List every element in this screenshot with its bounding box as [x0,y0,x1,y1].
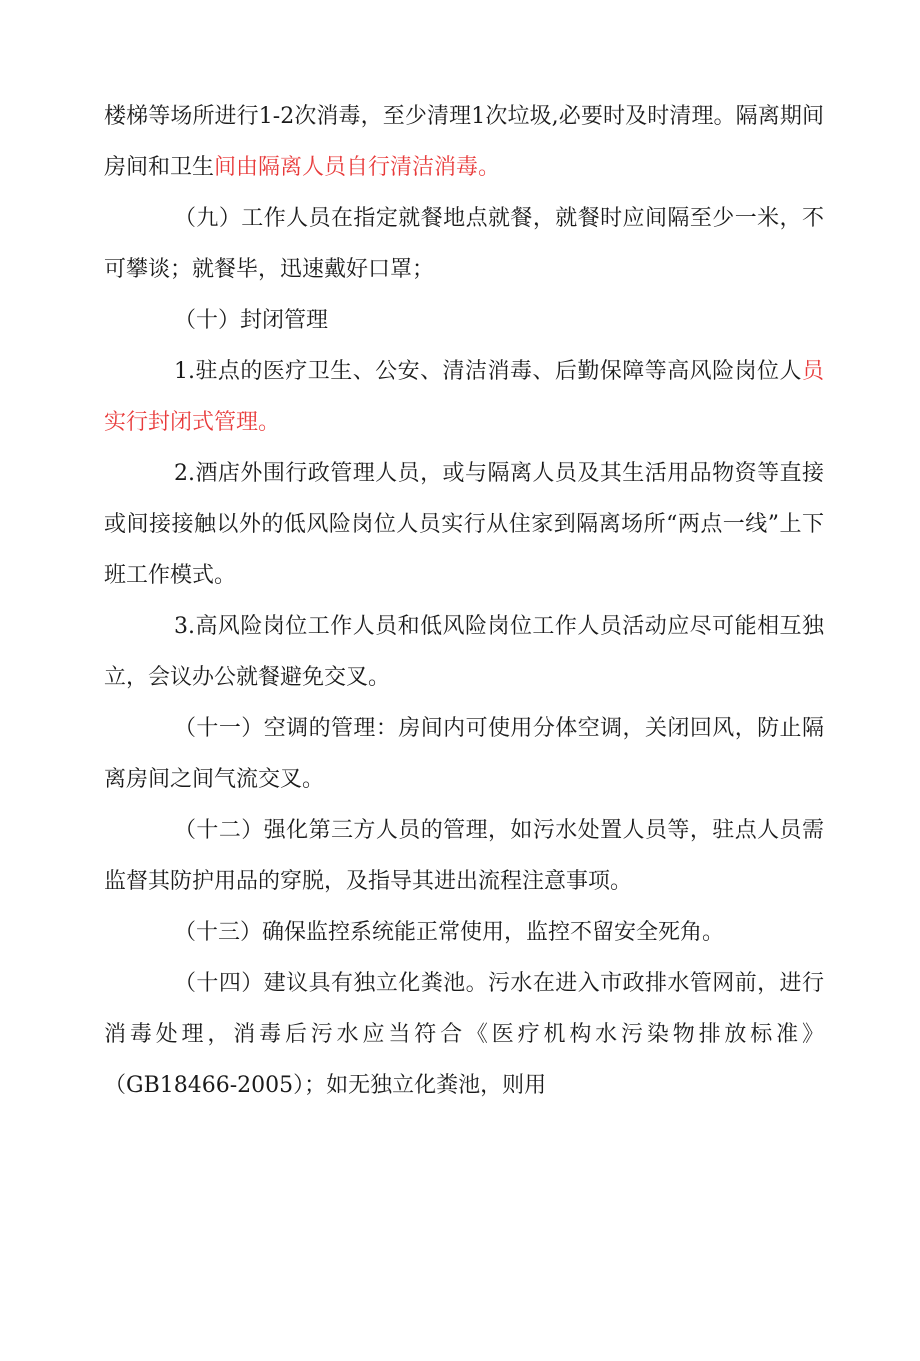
paragraph-item-13-monitoring: （十三）确保监控系统能正常使用，监控不留安全死角。 [174,920,725,945]
highlighted-text: 间由隔离人员自行清洁消毒。 [214,155,501,180]
paragraph-text: 楼梯等场所进行1-2次消毒，至少清理1次垃圾,必要时及时清理。隔离期间房间和卫生 [104,104,824,180]
highlighted-text: 员实行封闭式管理。 [104,359,824,435]
paragraph-item-10-heading: （十）封闭管理 [174,308,329,333]
paragraph-disinfection-frequency [104,91,824,193]
paragraph-item-14-septic-tank: （十四）建议具有独立化粪池。污水在进入市政排水管网前，进行消毒处理，消毒后污水应当符合《医疗机构水污染物排放标准》（GB18466-2005）；如无独立化粪池，则用 [104,971,824,1098]
paragraph-item-10-3: 3.高风险岗位工作人员和低风险岗位工作人员活动应尽可能相互独立，会议办公就餐避免交叉。 [104,614,824,690]
document-body [104,91,824,1111]
paragraph-item-10-2: 2.酒店外围行政管理人员，或与隔离人员及其生活用品物资等直接或间接接触以外的低风险岗位人员实行从住家到隔离场所“两点一线”上下班工作模式。 [104,461,824,588]
paragraph-item-12-third-party: （十二）强化第三方人员的管理，如污水处置人员等，驻点人员需监督其防护用品的穿脱，及指导其进出流程注意事项。 [104,818,824,894]
paragraph-text: 1.驻点的医疗卫生、公安、清洁消毒、后勤保障等高风险岗位人 [174,359,802,384]
paragraph-item-11-air-conditioning: （十一）空调的管理：房间内可使用分体空调，关闭回风，防止隔离房间之间气流交叉。 [104,716,824,792]
paragraph-item-9-dining: （九）工作人员在指定就餐地点就餐，就餐时应间隔至少一米，不可攀谈；就餐毕，迅速戴好口罩； [104,206,824,282]
paragraph-item-10-1 [104,346,824,448]
